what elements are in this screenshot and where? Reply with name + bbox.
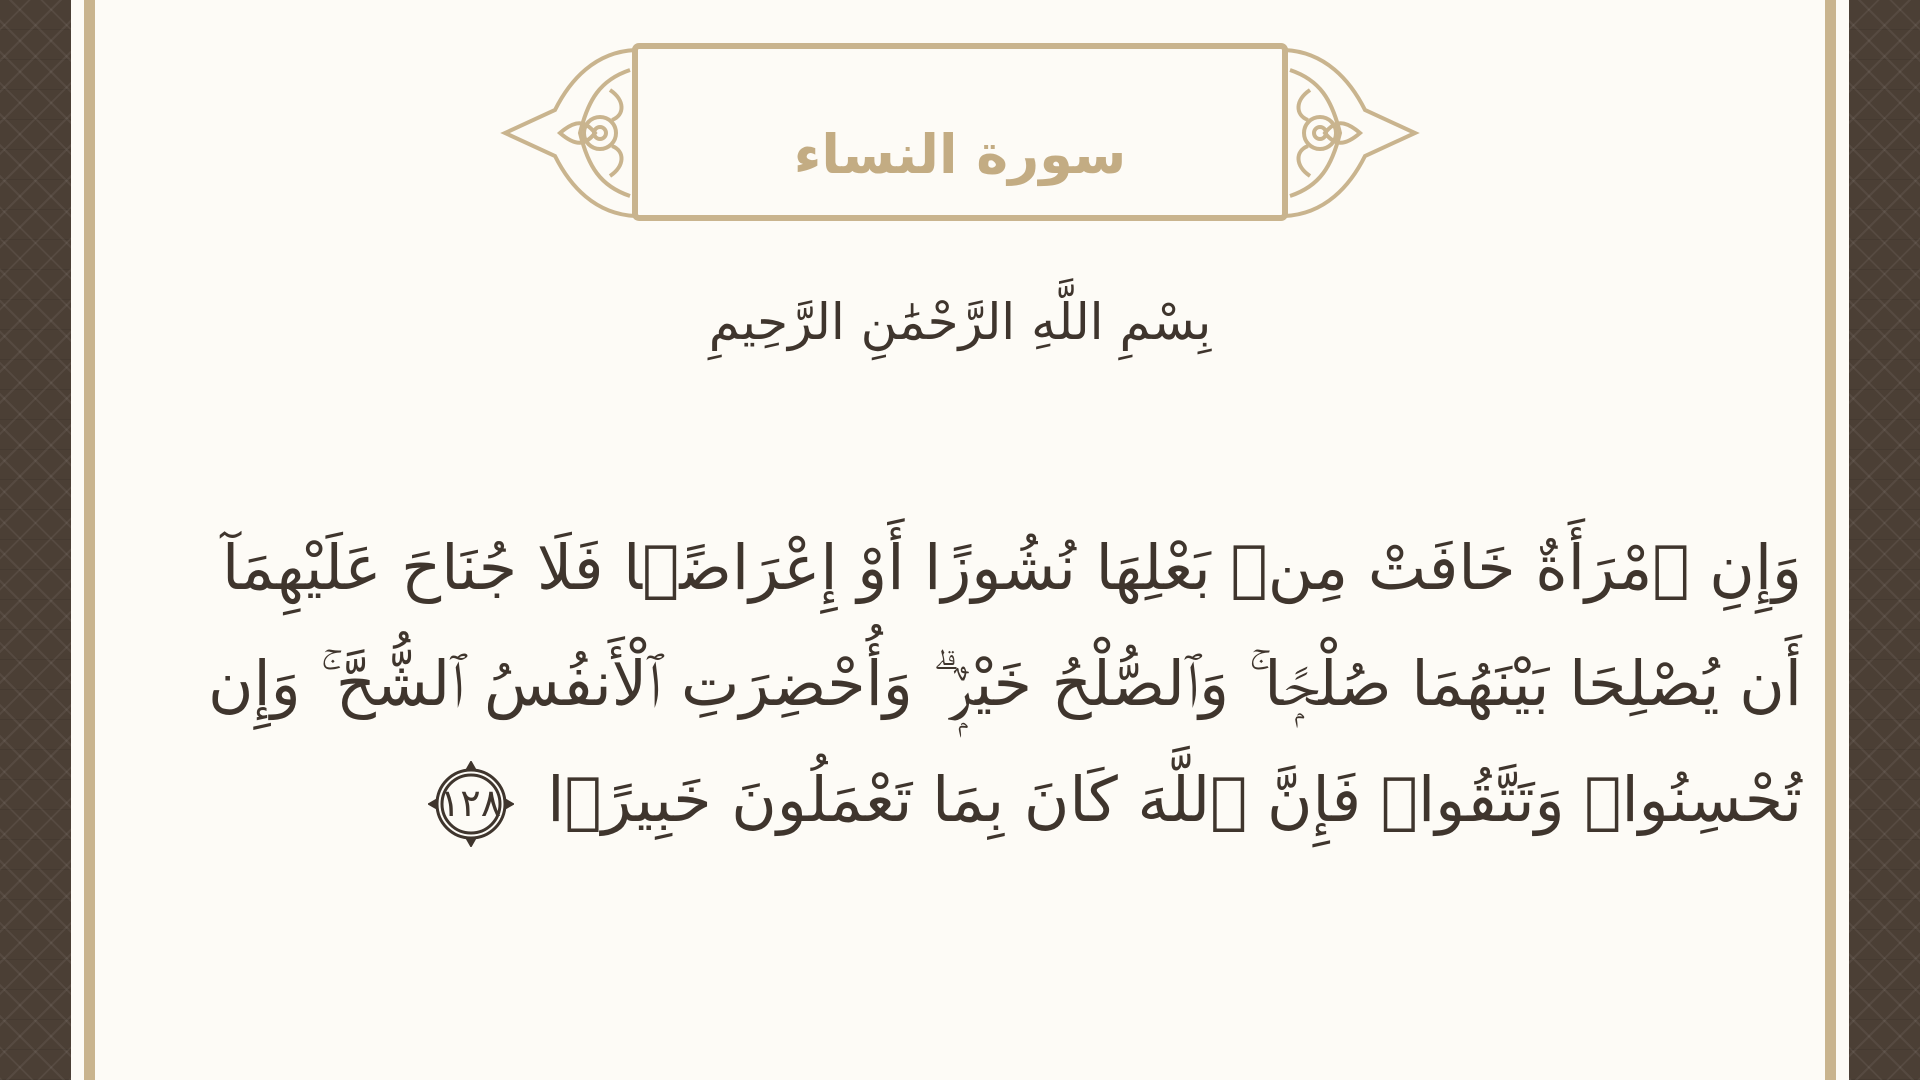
left-patterned-border xyxy=(0,0,71,1080)
verse-line-3 xyxy=(95,742,1802,858)
left-gold-rule xyxy=(84,0,95,1080)
verse-line-3-text: تُحْسِنُوا۟ وَتَتَّقُوا۟ فَإِنَّ ٱللَّهَ كَانَ بِمَا تَعْمَلُونَ خَبِيرًۭا xyxy=(547,763,1802,836)
verse-line-2: أَن يُصْلِحَا بَيْنَهُمَا صُلْحًۭا ۚ وَٱلصُّلْحُ خَيْرٌۭ ۗ وَأُحْضِرَتِ ٱلْأَنفُسُ ٱلشُّحَّ ۚ وَإِن xyxy=(208,647,1802,720)
verse-line-1: وَإِنِ ٱمْرَأَةٌ خَافَتْ مِنۢ بَعْلِهَا نُشُوزًا أَوْ إِعْرَاضًۭا فَلَا جُنَاحَ عَلَيْهِمَآ xyxy=(221,531,1802,604)
basmala-calligraphy: بِسْمِ اللَّهِ الرَّحْمَٰنِ الرَّحِيمِ xyxy=(708,293,1212,351)
surah-title: سورة النساء xyxy=(793,123,1127,186)
right-patterned-border xyxy=(1849,0,1920,1080)
ayah-number-marker xyxy=(428,761,514,847)
surah-title-cartouche xyxy=(500,40,1420,230)
verse-text xyxy=(95,510,1802,858)
ayah-number: ١٢٨ xyxy=(439,780,502,825)
right-gold-rule xyxy=(1825,0,1836,1080)
